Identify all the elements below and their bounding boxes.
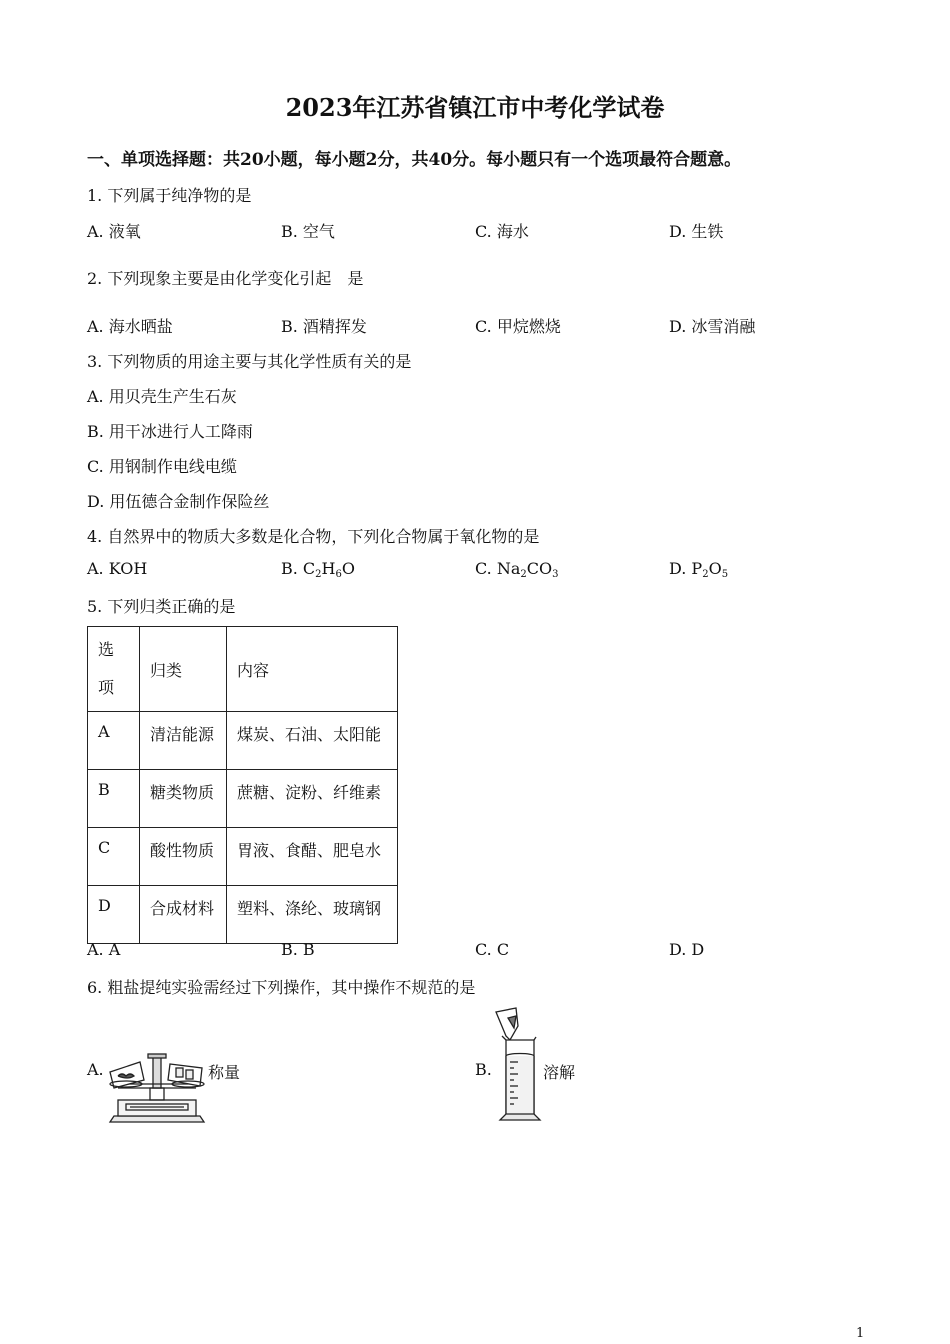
- q5-option-c: C. C: [475, 940, 510, 959]
- q1-option-b: B. 空气: [281, 222, 335, 241]
- row-category: 糖类物质: [140, 770, 227, 828]
- header-content-cell: 内容: [227, 627, 398, 712]
- q4-option-b: B. $C_2H_6O$: [281, 559, 355, 580]
- q4-stem: 4. 自然界中的物质大多数是化合物，下列化合物属于氧化物的是: [87, 527, 540, 546]
- q2-stem: 2. 下列现象主要是由化学变化引起 是: [87, 269, 364, 288]
- q2-option-c: C. 甲烷燃烧: [475, 317, 561, 336]
- q5-option-a: A. A: [87, 940, 121, 959]
- section-heading: 一、单项选择题：共20小题，每小题2分，共40分。每小题只有一个选项最符合题意。: [87, 150, 742, 170]
- q1-option-c: C. 海水: [475, 222, 529, 241]
- q5-stem: 5. 下列归类正确的是: [87, 597, 236, 616]
- q6-option-b-label: B.: [475, 1060, 492, 1079]
- q6-stem: 6. 粗盐提纯实验需经过下列操作，其中操作不规范的是: [87, 978, 476, 997]
- header-option-cell: 选 项: [88, 627, 140, 712]
- q2-option-b: B. 酒精挥发: [281, 317, 367, 336]
- row-content: 煤炭、石油、太阳能: [227, 712, 398, 770]
- row-content: 塑料、涤纶、玻璃钢: [227, 886, 398, 944]
- q4-option-c: C. $Na_2CO_3$: [475, 559, 559, 580]
- table-row: [88, 828, 398, 886]
- q2-option-d: D. 冰雪消融: [669, 317, 756, 336]
- q5-option-d: D. D: [669, 940, 705, 959]
- row-option: C: [88, 828, 140, 886]
- q3-option-a: A. 用贝壳生产生石灰: [87, 387, 237, 406]
- table-row: [88, 886, 398, 944]
- q3-option-b: B. 用干冰进行人工降雨: [87, 422, 253, 441]
- row-option: A: [88, 712, 140, 770]
- q5-option-b: B. B: [281, 940, 315, 959]
- header-category-cell: 归类: [140, 627, 227, 712]
- row-content: 胃液、食醋、肥皂水: [227, 828, 398, 886]
- classification-table: [87, 626, 398, 944]
- measuring-cylinder-illustration: [494, 1006, 546, 1124]
- q6-option-b-text: 溶解: [543, 1063, 576, 1082]
- q1-option-d: D. 生铁: [669, 222, 724, 241]
- q6-option-a-text: 称量: [208, 1063, 241, 1082]
- q1-option-a: A. 液氧: [87, 222, 141, 241]
- balance-scale-illustration: [104, 1050, 210, 1126]
- q3-option-d: D. 用伍德合金制作保险丝: [87, 492, 270, 511]
- q4-option-d: D. $P_2O_5$: [669, 559, 729, 580]
- page-number: 1: [856, 1326, 865, 1341]
- q4-option-a: A. KOH: [87, 559, 148, 578]
- q3-option-c: C. 用钢制作电线电缆: [87, 457, 237, 476]
- row-option: D: [88, 886, 140, 944]
- q1-stem: 1. 下列属于纯净物的是: [87, 186, 252, 205]
- row-category: 清洁能源: [140, 712, 227, 770]
- row-option: B: [88, 770, 140, 828]
- row-content: 蔗糖、淀粉、纤维素: [227, 770, 398, 828]
- q3-stem: 3. 下列物质的用途主要与其化学性质有关的是: [87, 352, 412, 371]
- table-row: [88, 712, 398, 770]
- q6-option-a-label: A.: [87, 1060, 104, 1079]
- q2-option-a: A. 海水晒盐: [87, 317, 173, 336]
- table-row: [88, 770, 398, 828]
- table-header-row: [88, 627, 398, 712]
- row-category: 酸性物质: [140, 828, 227, 886]
- row-category: 合成材料: [140, 886, 227, 944]
- page-title: 2023年江苏省镇江市中考化学试卷: [285, 93, 665, 122]
